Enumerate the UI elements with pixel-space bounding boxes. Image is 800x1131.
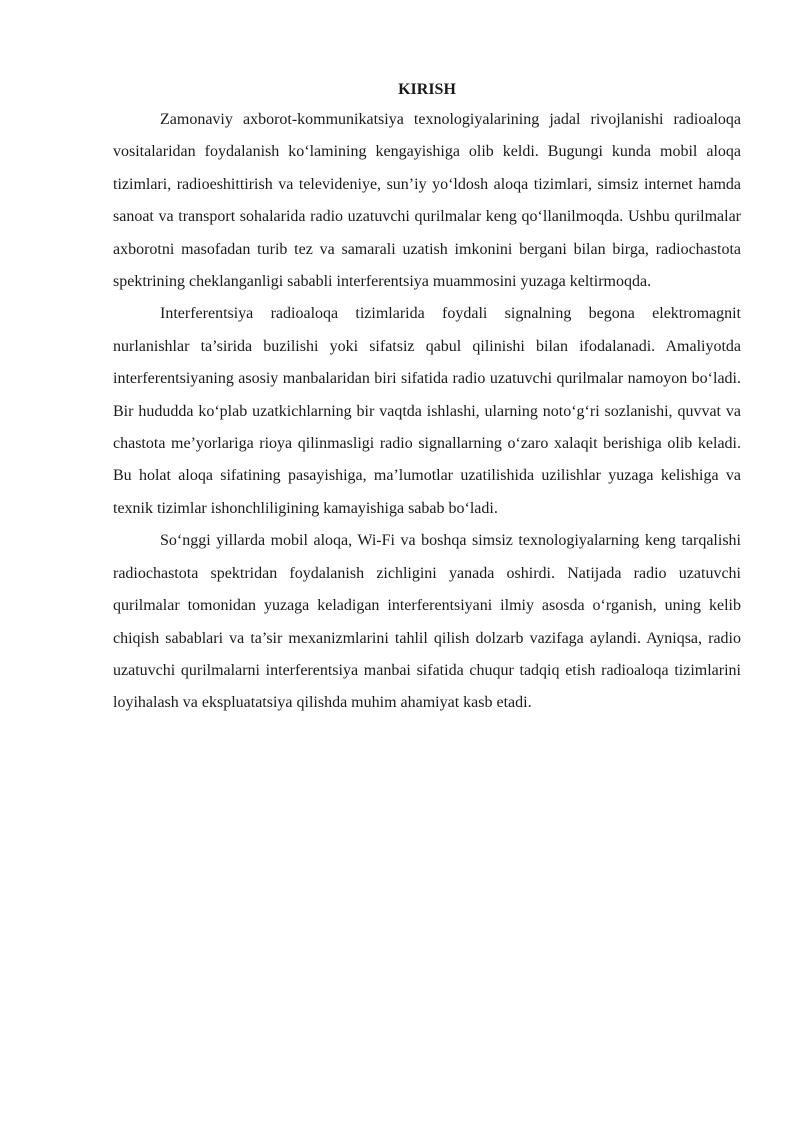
- document-body: [113, 74, 741, 720]
- paragraph-2: Interferentsiya radioaloqa tizimlarida foydali signalning begona elektromagnit nurlanishlar ta’sirida buzilishi yoki sifatsiz qabul qilinishi bilan ifodalanadi. Amaliyotda interferentsiyaning asosiy manbalaridan biri sifatida radio uzatuvchi qurilmalar namoyon bo‘ladi. Bir hududda ko‘plab uzatkichlarning bir vaqtda ishlashi, ularning noto‘g‘ri sozlanishi, quvvat va chastota me’yorlariga rioya qilinmasligi radio signallarning o‘zaro xalaqit berishiga olib keladi. Bu holat aloqa sifatining pasayishiga, ma’lumotlar uzatilishida uzilishlar yuzaga kelishiga va texnik tizimlar ishonchliligining kamayishiga sabab bo‘ladi.: [113, 305, 741, 517]
- paragraph-3: So‘nggi yillarda mobil aloqa, Wi-Fi va boshqa simsiz texnologiyalarning keng tarqalishi radiochastota spektridan foydalanish zichligini yanada oshirdi. Natijada radio uzatuvchi qurilmalar tomonidan yuzaga keladigan interferentsiyani ilmiy asosda o‘rganish, uning kelib chiqish sabablari va ta’sir mexanizmlarini tahlil qilish dolzarb vazifaga aylandi. Ayniqsa, radio uzatuvchi qurilmalarni interferentsiya manbai sifatida chuqur tadqiq etish radioaloqa tizimlarini loyihalash va ekspluatatsiya qilishda muhim ahamiyat kasb etadi.: [113, 532, 741, 712]
- paragraph-1: Zamonaviy axborot-kommunikatsiya texnologiyalarining jadal rivojlanishi radioaloqa vositalaridan foydalanish ko‘lamining kengayishiga olib keldi. Bugungi kunda mobil aloqa tizimlari, radioeshittirish va televideniye, sun’iy yo‘ldosh aloqa tizimlari, simsiz internet hamda sanoat va transport sohalarida radio uzatuvchi qurilmalar keng qo‘llanilmoqda. Ushbu qurilmalar axborotni masofadan turib tez va samarali uzatish imkonini bergani bilan birga, radiochastota spektrining cheklanganligi sababli interferentsiya muammosini yuzaga keltirmoqda.: [113, 111, 741, 291]
- section-title: KIRISH: [398, 81, 456, 98]
